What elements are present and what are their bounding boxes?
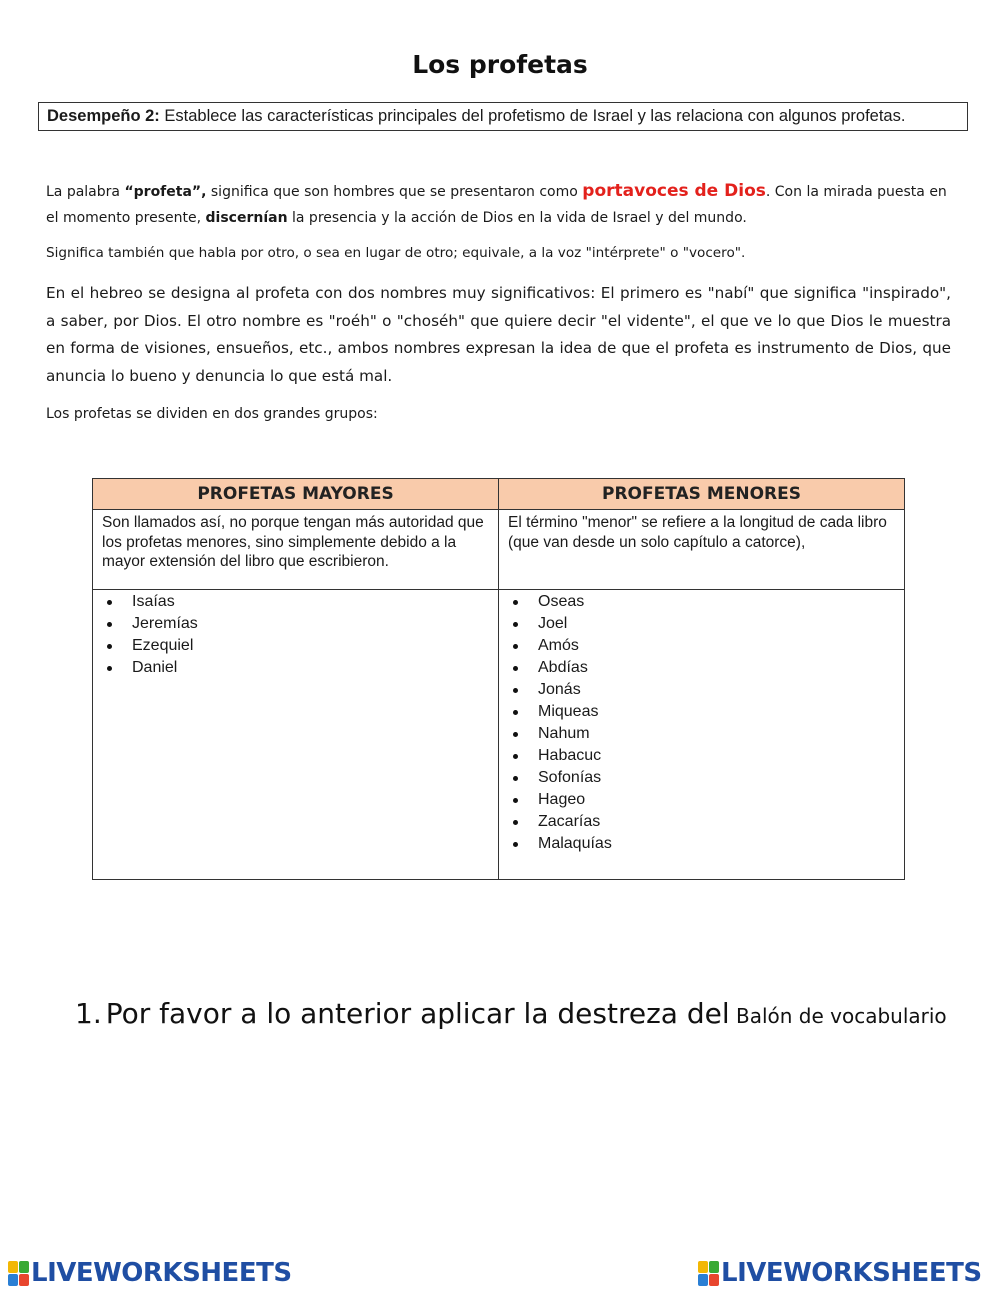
prophet-name: Jeremías [132, 615, 198, 632]
bullet-icon [107, 644, 112, 649]
prophet-name: Oseas [538, 593, 585, 610]
p1-text-1: La palabra [46, 184, 125, 200]
list-item [508, 833, 896, 855]
description-menores: El término "menor" se refiere a la longitud de cada libro (que van desde un solo capítulo a catorce), [499, 510, 905, 590]
logo-mark-icon [698, 1261, 719, 1286]
question-small-text: Balón de vocabulario [729, 1004, 947, 1028]
bullet-icon [513, 644, 518, 649]
prophet-name: Jonás [538, 681, 581, 698]
logo-text: LIVEWORKSHEETS [31, 1258, 292, 1288]
liveworksheets-logo-left[interactable] [8, 1258, 292, 1288]
prophet-name: Nahum [538, 725, 590, 742]
prophet-name: Amós [538, 637, 579, 654]
p1-bold-discernian: discernían [205, 210, 288, 226]
prophet-name: Habacuc [538, 747, 602, 764]
bullet-icon [513, 754, 518, 759]
list-item [508, 723, 896, 745]
list-item [102, 591, 490, 613]
list-item [508, 811, 896, 833]
logo-mark-icon [8, 1261, 29, 1286]
page-title: Los profetas [412, 50, 588, 79]
header-profetas-menores: PROFETAS MENORES [499, 479, 905, 510]
question-1 [75, 997, 955, 1030]
list-item [508, 679, 896, 701]
bullet-icon [107, 622, 112, 627]
list-mayores [102, 591, 490, 679]
list-item [508, 635, 896, 657]
list-item [508, 591, 896, 613]
objective-box [38, 102, 968, 131]
bullet-icon [513, 798, 518, 803]
prophet-name: Zacarías [538, 813, 601, 830]
list-item [102, 635, 490, 657]
paragraph-vocero: Significa también que habla por otro, o sea en lugar de otro; equivale, a la voz "intérprete" o "vocero". [46, 245, 746, 261]
bullet-icon [513, 710, 518, 715]
list-item [508, 701, 896, 723]
p1-text-4: la presencia y la acción de Dios en la vida de Israel y del mundo. [287, 210, 747, 226]
liveworksheets-logo-right[interactable] [698, 1258, 982, 1288]
objective-label: Desempeño 2: [47, 107, 160, 125]
prophet-name: Ezequiel [132, 637, 194, 654]
prophet-name: Malaquías [538, 835, 612, 852]
list-item [508, 657, 896, 679]
bullet-icon [107, 666, 112, 671]
prophet-name: Hageo [538, 791, 586, 808]
prophet-name: Daniel [132, 659, 178, 676]
bullet-icon [513, 666, 518, 671]
list-item [508, 767, 896, 789]
bullet-icon [513, 622, 518, 627]
header-profetas-mayores: PROFETAS MAYORES [93, 479, 499, 510]
p1-text-3: . Con la mirada puesta en el momento presente, [46, 184, 947, 226]
p1-accent-portavoces: portavoces de Dios [582, 181, 766, 201]
prophet-name: Joel [538, 615, 568, 632]
list-item [508, 789, 896, 811]
bullet-icon [513, 600, 518, 605]
list-item [102, 657, 490, 679]
list-item [508, 613, 896, 635]
p1-bold-profeta: “profeta”, [124, 184, 207, 200]
list-item [102, 613, 490, 635]
list-menores [508, 591, 896, 855]
paragraph-profeta-definition [46, 178, 951, 231]
paragraph-grupos: Los profetas se dividen en dos grandes grupos: [46, 406, 378, 422]
bullet-icon [513, 842, 518, 847]
objective-text: Establece las características principales del profetismo de Israel y las relaciona con algunos profetas. [159, 107, 906, 125]
bullet-icon [513, 732, 518, 737]
prophet-name: Miqueas [538, 703, 599, 720]
bullet-icon [513, 820, 518, 825]
prophet-name: Sofonías [538, 769, 602, 786]
paragraph-hebreo: En el hebreo se designa al profeta con dos nombres muy significativos: El primero es "nabí" que significa "inspirado", a saber, por Dios. El otro nombre es "roéh" o "choséh" que quiere decir "el vidente", el que ve lo que Dios le muestra en forma de visiones, ensueños, etc., ambos nombres expresan la idea de que el profeta es instrumento de Dios, que anuncia lo bueno y denuncia lo que está mal. [46, 284, 951, 385]
list-cell-mayores [93, 590, 499, 880]
list-item [508, 745, 896, 767]
description-mayores: Son llamados así, no porque tengan más autoridad que los profetas menores, sino simplemente debido a la mayor extensión del libro que escribieron. [93, 510, 499, 590]
prophet-name: Abdías [538, 659, 588, 676]
bullet-icon [513, 688, 518, 693]
p1-text-2: significa que son hombres que se presentaron como [206, 184, 583, 200]
list-cell-menores [499, 590, 905, 880]
logo-text: LIVEWORKSHEETS [721, 1258, 982, 1288]
question-number: 1. [75, 997, 102, 1030]
question-text: Por favor a lo anterior aplicar la destreza del [105, 997, 730, 1030]
prophets-table [92, 478, 905, 880]
prophet-name: Isaías [132, 593, 175, 610]
bullet-icon [513, 776, 518, 781]
bullet-icon [107, 600, 112, 605]
